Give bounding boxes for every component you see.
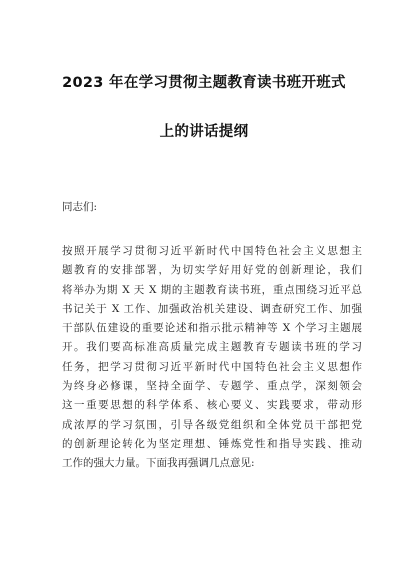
body-line: 的创新理论转化为坚定理想、锤炼党性和指导实践、推动 <box>62 437 362 450</box>
body-line: 这一重要思想的科学体系、核心要义、实践要求，带动形 <box>62 399 362 412</box>
salutation: 同志们: <box>62 201 98 213</box>
body-line: 干部队伍建设的重要论述和指示批示精神等 X 个学习主题展 <box>62 322 362 335</box>
body-paragraph <box>62 242 362 474</box>
body-line: 题教育的安排部署，为切实学好用好党的创新理论，我们 <box>62 264 362 277</box>
body-line: 成浓厚的学习氛围，引导各级党组织和全体党员干部把党 <box>62 418 362 431</box>
document-title-line-1: 2023 年在学习贯彻主题教育读书班开班式 <box>62 75 346 91</box>
body-line: 工作的强大力量。下面我再强调几点意见: <box>62 457 255 470</box>
body-line: 为终身必修课，坚持全面学、专题学、重点学，深刻领会 <box>62 380 362 393</box>
body-line: 任务，把学习贯彻习近平新时代中国特色社会主义思想作 <box>62 360 362 373</box>
body-line: 书记关于 X 工作、加强政治机关建设、调查研究工作、加强 <box>62 302 362 315</box>
document-title-line-2: 上的讲话提纲 <box>159 124 249 140</box>
body-line: 按照开展学习贯彻习近平新时代中国特色社会主义思想主 <box>62 245 362 257</box>
body-line: 开。我们要高标准高质量完成主题教育专题读书班的学习 <box>62 341 362 354</box>
body-line: 将举办为期 X 天 X 期的主题教育读书班，重点围绕习近平总 <box>62 283 362 296</box>
